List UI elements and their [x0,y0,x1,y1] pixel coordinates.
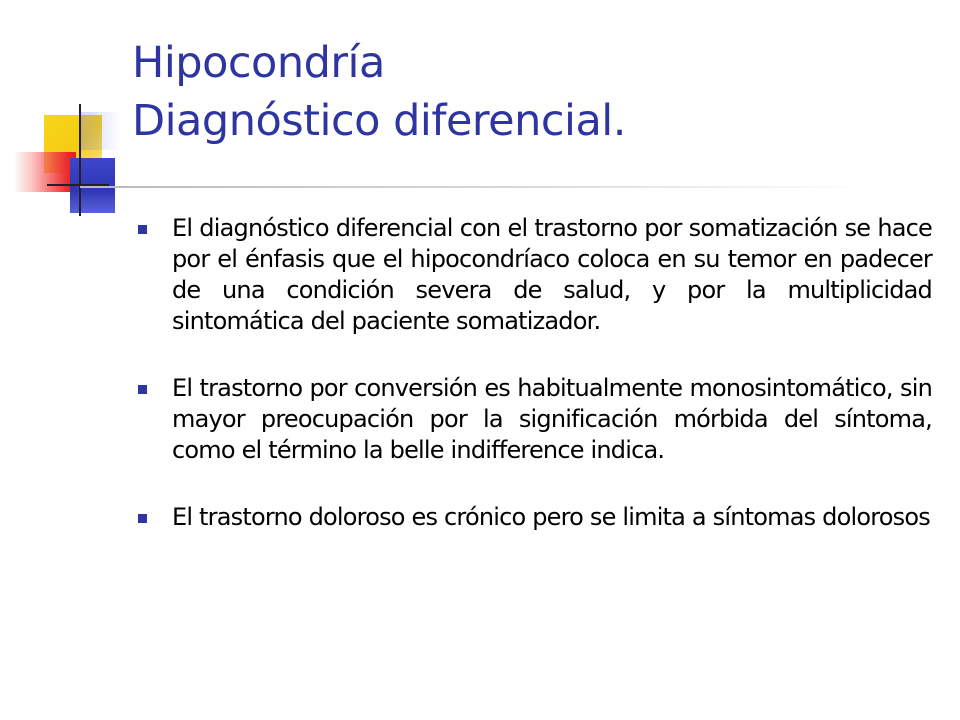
bullet-item [132,502,932,533]
title-underline [80,186,870,188]
bullet-text: El diagnóstico diferencial con el trastorno por somatización se hace por el énfasis que el hipocondríaco coloca en su temor en padecer de una condición severa de salud, y por la multiplicidad sintomática del paciente somatizador. [172,214,932,335]
slide-title [132,34,626,150]
bullet-text: El trastorno por conversión es habitualmente monosintomático, sin mayor preocupación por la significación mórbida del síntoma, como el término la belle indifference indica. [172,374,932,464]
square-bullet-icon [138,514,147,523]
bullet-text: El trastorno doloroso es crónico pero se limita a síntomas dolorosos [172,503,930,531]
square-bullet-icon [138,225,147,234]
square-bullet-icon [138,385,147,394]
bullet-item [132,213,932,337]
decorative-blue-fade [80,112,120,150]
slide-title-line-1: Hipocondría [132,38,385,88]
bullet-list [132,213,932,569]
bullet-item [132,373,932,466]
slide-title-line-2: Diagnóstico diferencial. [132,96,626,146]
decorative-vertical-line [79,104,81,216]
decorative-red-bar [14,152,76,192]
